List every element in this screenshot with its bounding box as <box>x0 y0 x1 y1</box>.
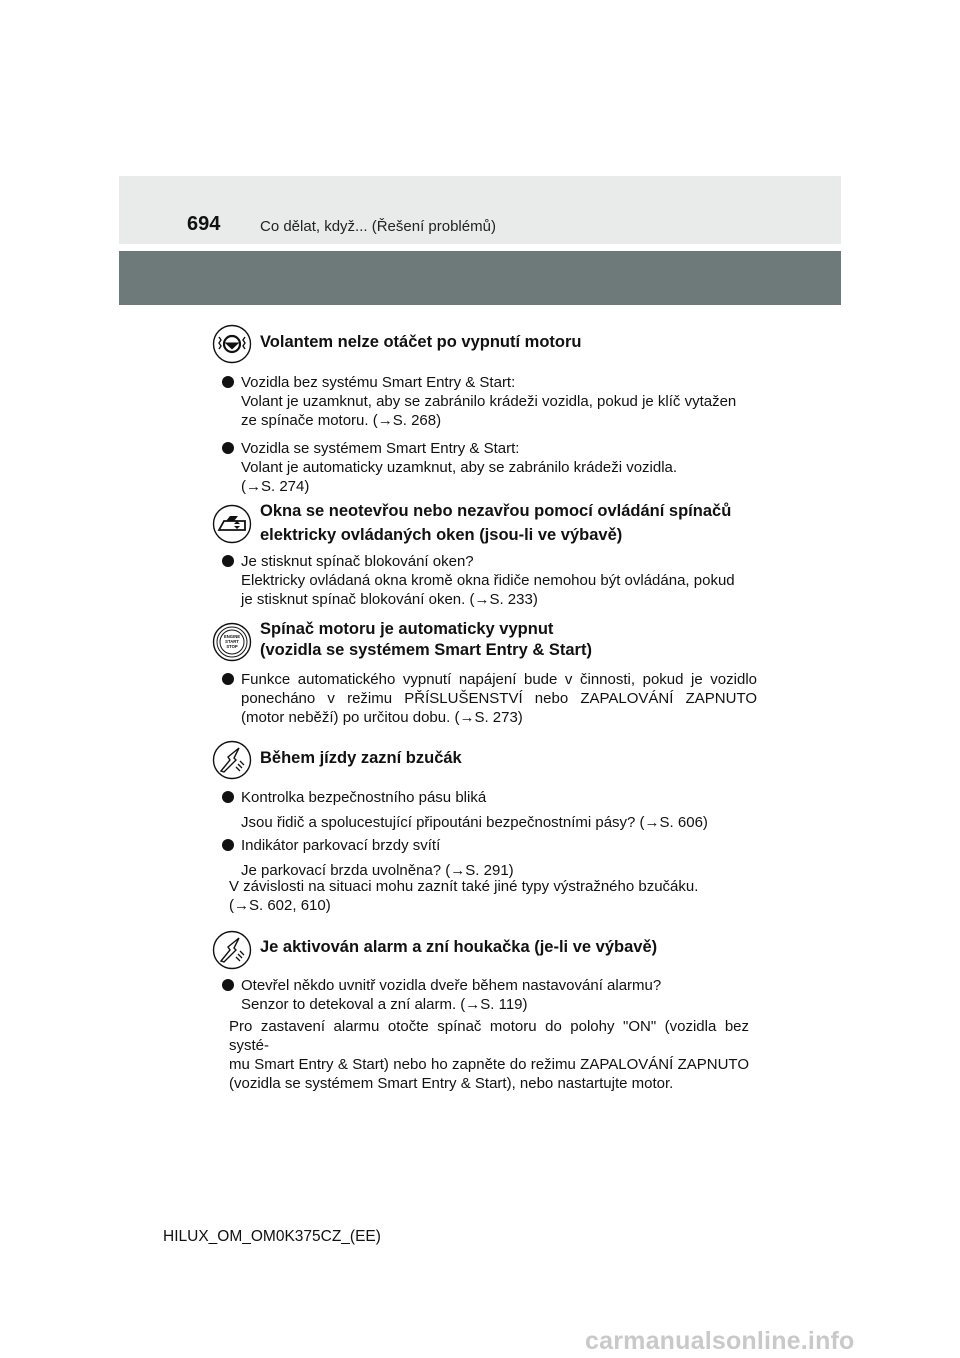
section-title: Během jízdy zazní bzučák <box>260 749 462 767</box>
section-band <box>119 251 841 305</box>
list-item <box>222 788 757 832</box>
section-title: elektricky ovládaných oken (jsou-li ve výbavě) <box>260 526 623 544</box>
stop-label-text: STOP <box>226 644 238 649</box>
bullet-dot <box>222 442 234 454</box>
bullet-text: ponecháno v režimu PŘÍSLUŠENSTVÍ nebo ZAPALOVÁNÍ ZAPNUTO <box>241 690 757 707</box>
chapter-title: Co dělat, když... (Řešení problémů) <box>260 218 496 235</box>
bullet-text: (motor neběží) po určitou dobu. (→S. 273) <box>241 709 523 726</box>
section-title: Okna se neotevřou nebo nezavřou pomocí ovládání spínačů <box>260 502 732 520</box>
warning-buzzer-icon <box>212 740 252 780</box>
bullet-dot <box>222 979 234 991</box>
section-title: Spínač motoru je automaticky vypnut <box>260 620 554 638</box>
bullet-text: Vozidla se systémem Smart Entry & Start: <box>241 440 520 457</box>
steering-wheel-lock-icon <box>212 324 252 364</box>
engine-start-stop-button-icon <box>212 622 252 662</box>
list-item <box>222 976 757 1014</box>
bullet-text: Vozidla bez systému Smart Entry & Start: <box>241 374 516 391</box>
bullet-text: Volant je automaticky uzamknut, aby se zabránilo krádeži vozidla. <box>241 459 678 476</box>
section-title: Je aktivován alarm a zní houkačka (je-li ve výbavě) <box>260 938 658 956</box>
bullet-text: Jsou řidič a spolucestující připoutáni bezpečnostními pásy? (→S. 606) <box>241 814 708 831</box>
note-text: mu Smart Entry & Start) nebo ho zapněte do režimu ZAPALOVÁNÍ ZAPNUTO <box>229 1056 749 1073</box>
bullet-text: Elektricky ovládaná okna kromě okna řidiče nemohou být ovládána, pokud <box>241 572 735 589</box>
bullet-dot <box>222 791 234 803</box>
alarm-note <box>229 1017 749 1093</box>
bullet-text: Je parkovací brzda uvolněna? (→S. 291) <box>241 862 514 879</box>
bullet-dot <box>222 673 234 685</box>
watermark: carmanualsonline.info <box>585 1327 855 1355</box>
bullet-dot <box>222 839 234 851</box>
list-item <box>222 552 757 609</box>
alarm-horn-icon <box>212 930 252 970</box>
section-title: (vozidla se systémem Smart Entry & Start) <box>260 641 592 659</box>
buzzer-note <box>229 877 749 915</box>
bullet-dot <box>222 376 234 388</box>
bullet-text: Funkce automatického vypnutí napájení bude v činnosti, pokud je vozidlo <box>241 671 757 688</box>
note-text: V závislosti na situaci mohu zaznít také jiné typy výstražného bzučáku. <box>229 878 699 895</box>
bullet-text: (→S. 274) <box>241 478 310 495</box>
section-title: Volantem nelze otáčet po vypnutí motoru <box>260 333 582 351</box>
note-text: (vozidla se systémem Smart Entry & Start), nebo nastartujte motor. <box>229 1075 674 1092</box>
bullet-text: je stisknut spínač blokování oken. (→S. 233) <box>241 591 538 608</box>
bullet-text: Kontrolka bezpečnostního pásu bliká <box>241 789 487 806</box>
page-number: 694 <box>187 213 221 235</box>
bullet-text: Volant je uzamknut, aby se zabránilo krádeži vozidla, pokud je klíč vytažen <box>241 393 737 410</box>
note-text: Pro zastavení alarmu otočte spínač motoru do polohy "ON" (vozidla bez systé- <box>229 1018 749 1054</box>
list-item <box>222 836 757 880</box>
bullet-text: Indikátor parkovací brzdy svítí <box>241 837 441 854</box>
bullet-text: Senzor to detekoval a zní alarm. (→S. 119) <box>241 996 528 1013</box>
bullet-text: Otevřel někdo uvnitř vozidla dveře během nastavování alarmu? <box>241 977 662 994</box>
list-item <box>222 439 757 496</box>
bullet-dot <box>222 555 234 567</box>
engine-label-text: ENGINE <box>223 634 241 639</box>
power-window-icon <box>212 504 252 544</box>
bullet-text: Je stisknut spínač blokování oken? <box>241 553 474 570</box>
list-item <box>222 373 757 430</box>
start-label-text: START <box>225 639 239 644</box>
note-text: (→S. 602, 610) <box>229 897 331 914</box>
document-code: HILUX_OM_OM0K375CZ_(EE) <box>163 1228 381 1245</box>
list-item <box>222 670 757 727</box>
bullet-text: ze spínače motoru. (→S. 268) <box>241 412 442 429</box>
